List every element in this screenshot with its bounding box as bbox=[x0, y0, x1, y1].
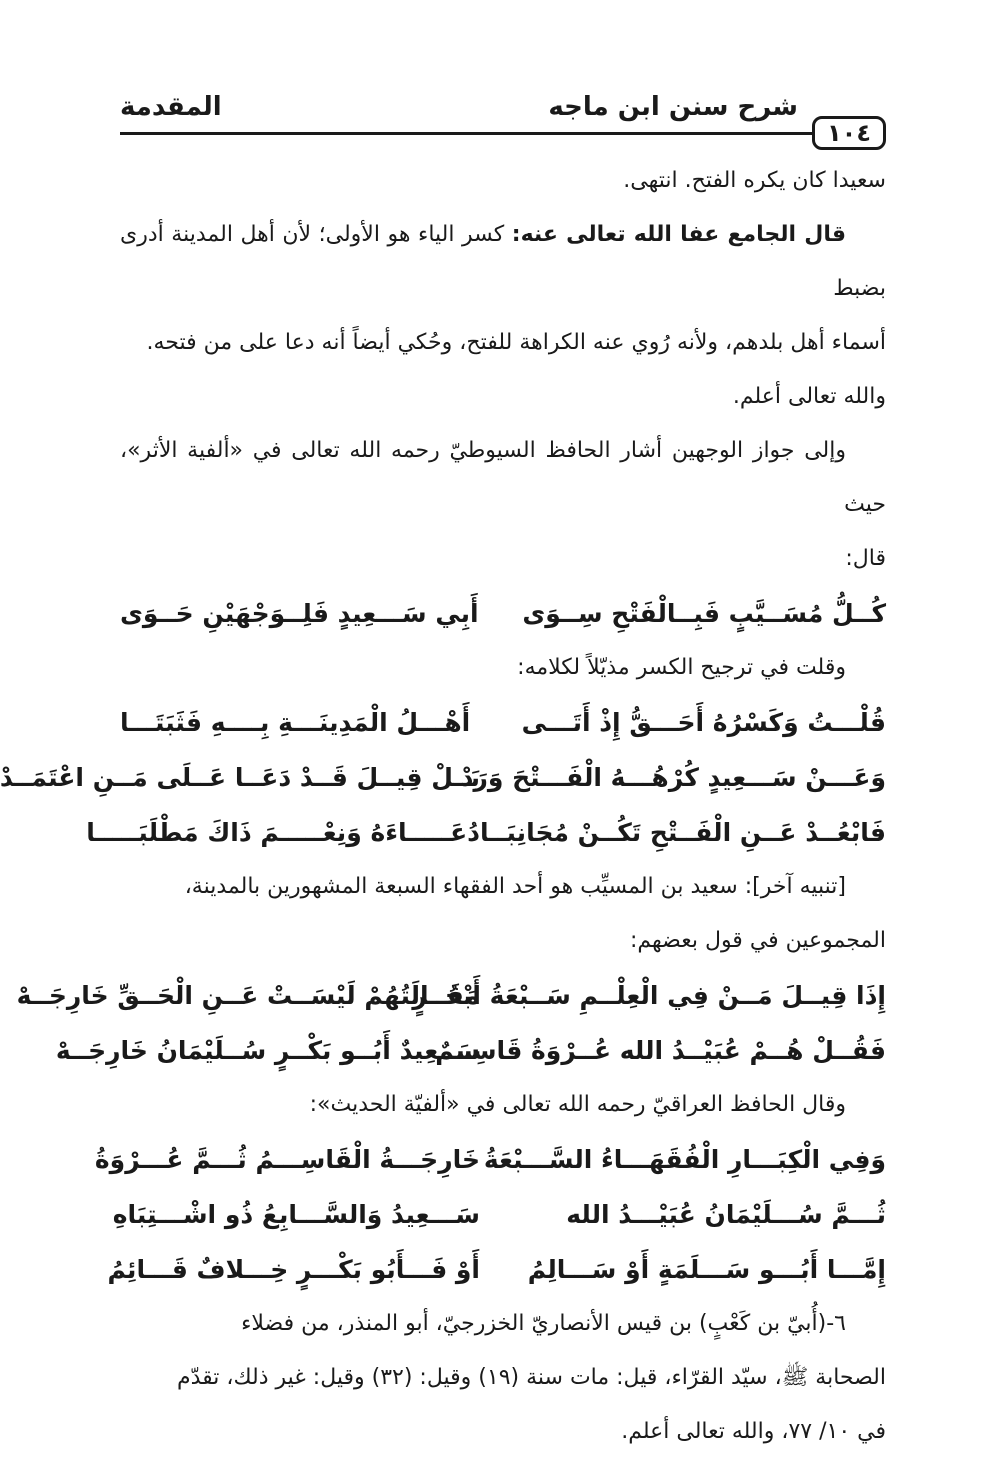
verse-1 bbox=[120, 586, 886, 641]
paragraph-7-line-3: في ١٠/ ٧٧، والله تعالى أعلم. bbox=[621, 1419, 886, 1444]
page-header bbox=[120, 88, 886, 150]
verse-9 bbox=[107, 1242, 886, 1297]
page bbox=[0, 88, 886, 1459]
header-rule bbox=[120, 132, 812, 135]
verse-5-first-hemistich: إِذَا قِيــلَ مَــنْ فِي الْعِلْــمِ سَــبْعَةُ أَبْحُــرٍ bbox=[412, 981, 886, 1010]
verse-9-second-hemistich: أَوْ فَـــأَبُو بَكْـــرٍ خِـــلافٌ قَـــائِمُ bbox=[107, 1255, 480, 1284]
verse-4-second-hemistich: دُعَـــــاءَهُ وَنِعْـــــمَ ذَاكَ مَطْلَبَـــــا bbox=[86, 818, 480, 847]
verse-5 bbox=[16, 968, 886, 1023]
book-title: شرح سنن ابن ماجه bbox=[548, 92, 798, 122]
verse-4-first-hemistich: فَابْعُــدْ عَــنِ الْفَــتْحِ تَكُــنْ مُجَانِبَــا bbox=[480, 818, 886, 847]
paragraph-2-line-3: والله تعالى أعلم. bbox=[732, 384, 886, 409]
paragraph-7-line-1: ٦-(أُبيّ بن كَعْبٍ) بن قيس الأنصاريّ الخزرجيّ، أبو المنذر، من فضلاء bbox=[241, 1311, 846, 1336]
paragraph-6: وقال الحافظ العراقيّ رحمه الله تعالى في «ألفيّة الحديث»: bbox=[309, 1092, 846, 1117]
verse-8-second-hemistich: سَـــعِيدُ وَالسَّـــابِعُ ذُو اشْـــتِبَاهِ bbox=[112, 1200, 480, 1229]
verse-2-second-hemistich: أَهْـــلُ الْمَدِينَـــةِ بِــــهِ فَثَبَتَـــا bbox=[120, 708, 471, 737]
paragraph-3-line-1: وإلى جواز الوجهين أشار الحافظ السيوطيّ رحمه الله تعالى في «ألفية الأثر»، حيث bbox=[120, 438, 886, 517]
author-remark-lead: قال الجامع عفا الله تعالى عنه: bbox=[511, 222, 846, 247]
paragraph-7-line-2: الصحابة ﷺ، سيّد القرّاء، قيل: مات سنة (١٩) وقيل: (٣٢) وقيل: غير ذلك، تقدّم bbox=[176, 1365, 886, 1390]
verse-3 bbox=[0, 750, 886, 805]
paragraph-5-line-1: [تنبيه آخر]: سعيد بن المسيِّب هو أحد الفقهاء السبعة المشهورين بالمدينة، bbox=[184, 874, 846, 899]
paragraph-1: سعيدا كان يكره الفتح. انتهى. bbox=[623, 168, 886, 193]
verse-6-first-hemistich: فَقُــلْ هُــمْ عُبَيْــدُ الله عُــرْوَةُ قَاسِــمٌ bbox=[435, 1036, 886, 1065]
verse-3-second-hemistich: بَــلْ قِيــلَ قَــدْ دَعَــا عَــلَى مَــنِ اعْتَمَــدْ bbox=[0, 763, 480, 792]
paragraph-2-line-1-text: كسر الياء هو الأولى؛ لأن أهل المدينة أدرى بضبط bbox=[120, 222, 886, 301]
page-number: ١٠٤ bbox=[812, 116, 886, 150]
verse-3-first-hemistich: وَعَـــنْ سَـــعِيدٍ كُرْهُـــهُ الْفَـــتْحَ وَرَدْ bbox=[460, 763, 886, 792]
section-title: المقدمة bbox=[120, 92, 222, 122]
paragraph-2-line-1 bbox=[120, 208, 886, 316]
verse-6-second-hemistich: سَــعِيدٌ أَبُــو بَكْــرٍ سُــلَيْمَانُ خَارِجَــهْ bbox=[55, 1036, 480, 1065]
verse-7-second-hemistich: خَارِجَـــةُ الْقَاسِـــمُ ثُـــمَّ عُـــرْوَةُ bbox=[94, 1145, 480, 1174]
verse-2 bbox=[120, 695, 886, 750]
verse-2-first-hemistich: قُلْـــتُ وَكَسْرُهُ أَحَـــقُّ إِذْ أَتَـــى bbox=[521, 708, 886, 737]
verse-1-first-hemistich: كُــلُّ مُسَــيَّبٍ فَبِــالْفَتْحِ سِــوَى bbox=[522, 599, 886, 628]
paragraph-3-line-2: قال: bbox=[845, 546, 886, 571]
verse-4 bbox=[86, 805, 886, 860]
verse-9-first-hemistich: إِمَّـــا أَبُـــو سَـــلَمَةٍ أَوْ سَـــالِمُ bbox=[527, 1255, 886, 1284]
verse-6 bbox=[55, 1023, 886, 1078]
verse-1-second-hemistich: أَبِي سَـــعِيدٍ فَلِــوَجْهَيْنِ حَــوَى bbox=[120, 599, 479, 628]
verse-8 bbox=[112, 1187, 886, 1242]
paragraph-5-line-2: المجموعين في قول بعضهم: bbox=[629, 928, 886, 953]
verse-7 bbox=[94, 1132, 886, 1187]
verse-7-first-hemistich: وَفِي الْكِبَـــارِ الْفُقَهَـــاءُ السَّـــبْعَةُ bbox=[483, 1145, 886, 1174]
verse-8-first-hemistich: ثُـــمَّ سُـــلَيْمَانُ عُبَيْـــدُ الله bbox=[566, 1200, 886, 1229]
verse-5-second-hemistich: مَقَــالَتُهُمْ لَيْسَــتْ عَــنِ الْحَــقِّ خَارِجَــهْ bbox=[16, 981, 480, 1010]
paragraph-4: وقلت في ترجيح الكسر مذيّلاً لكلامه: bbox=[517, 655, 846, 680]
paragraph-2-line-2: أسماء أهل بلدهم، ولأنه رُوي عنه الكراهة للفتح، وحُكي أيضاً أنه دعا على من فتحه. bbox=[146, 330, 886, 355]
